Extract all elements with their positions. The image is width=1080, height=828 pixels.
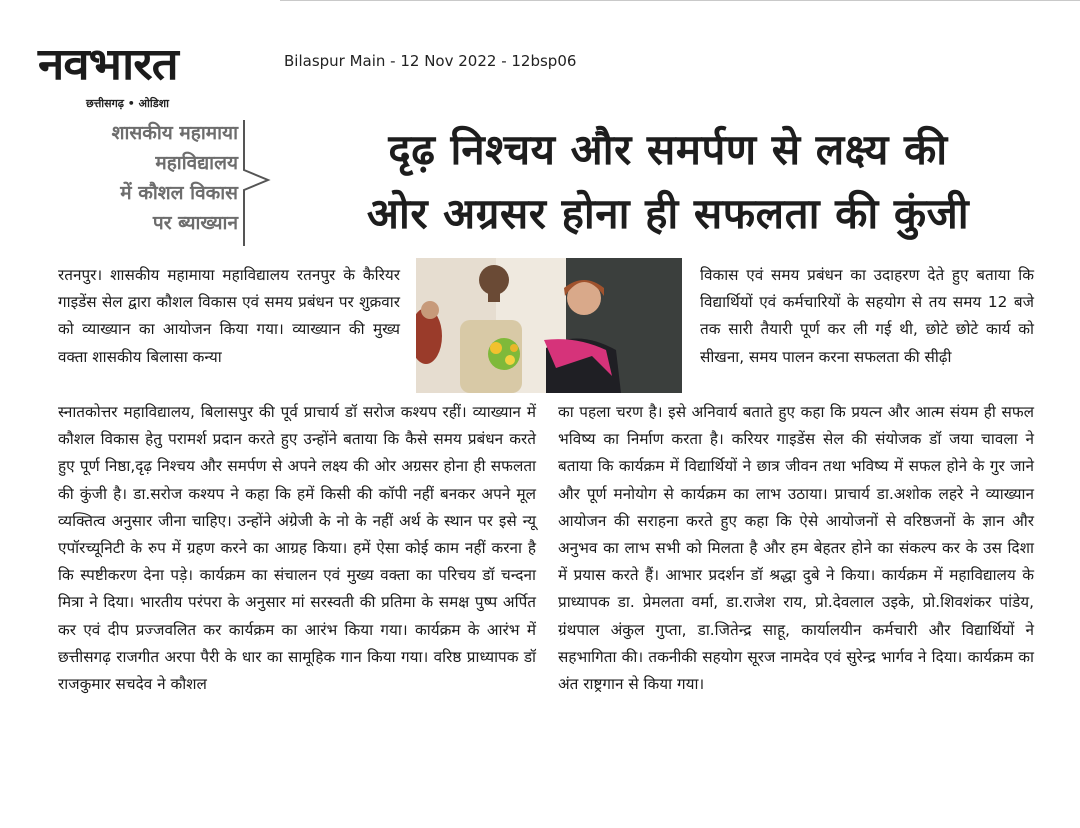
clipping-top-border <box>280 0 1080 5</box>
kicker-line: शासकीय महामाया <box>111 122 238 144</box>
edition-line: Bilaspur Main - 12 Nov 2022 - 12bsp06 <box>284 52 577 70</box>
kicker-line: महाविद्यालय <box>155 152 238 174</box>
event-photo <box>416 258 682 393</box>
article-text-left-top: रतनपुर। शासकीय महामाया महाविद्यालय रतनपुर के कैरियर गाइडेंस सेल द्वारा कौशल विकास एवं समय प्रबंधन पर शुक्रवार को व्याख्यान का आयोजन किया गया। व्याख्यान की मुख्य वक्ता शासकीय बिलासा कन्या <box>58 266 400 366</box>
kicker-line: पर ब्याख्यान <box>152 212 238 234</box>
masthead-regions: छत्तीसगढ़ • ओडिशा <box>86 97 169 110</box>
article-text-right-bottom: का पहला चरण है। इसे अनिवार्य बताते हुए कहा कि प्रयत्न और आत्म संयम ही सफल भविष्य का निर्माण करता है। करियर गाइडेंस सेल की संयोजक डॉ जया चावला ने बताया कि कार्यक्रम में विद्यार्थियों ने छात्र जीवन तथा भविष्य में सफल होने के गुर जाने और पूर्ण मनोयोग से कार्यक्रम का लाभ उठाया। प्राचार्य डा.अशोक लहरे ने व्याख्यान आयोजन की सराहना करते हुए कहा कि ऐसे आयोजनों से वरिष्ठजनों के ज्ञान और अनुभव का लाभ सभी को मिलता है और हम बेहतर होने का संकल्प कर के उस दिशा में प्रयास करते हैं। आभार प्रदर्शन डॉ श्रद्धा दुबे ने किया। कार्यक्रम में महाविद्यालय के प्राध्यापक डा. प्रेमलता वर्मा, डा.राजेश राय, प्रो.देवलाल उइके, प्रो.शिवशंकर पांडेय, ग्रंथपाल अंकुल गुप्ता, डा.जितेन्द्र साहू, कार्यालयीन कर्मचारी और विद्यार्थियों ने सहभागिता की। तकनीकी सहयोग सूरज नामदेव एवं सुरेन्द्र भार्गव ने दिया। कार्यक्रम का अंत राष्ट्रगान से किया गया। <box>558 403 1034 694</box>
article-text-left-bottom: स्नातकोत्तर महाविद्यालय, बिलासपुर की पूर्व प्राचार्य डॉ सरोज कश्यप रहीं। व्याख्यान में कौशल विकास हेतु परामर्श प्रदान करते हुए उन्होंने बताया कि कैसे समय प्रबंधन करते हुए पूर्ण निष्ठा,दृढ़ निश्चय और समर्पण से अपने लक्ष्य की ओर अग्रसर होना ही सफलता की कुंजी है। डा.सरोज कश्यप ने कहा कि हमें किसी की कॉपी नहीं बनकर अपने मूल व्यक्तित्व अनुसार जीना चाहिए। उन्होंने अंग्रेजी के नो के नहीं अर्थ के स्थान पर इसे न्यू एपॉरच्यूनिटी के रुप में ग्रहण करने का आग्रह किया। हमें ऐसा कोई काम नहीं करना है कि स्पष्टीकरण देना पड़े। कार्यक्रम का संचालन एवं मुख्य वक्ता का परिचय डॉ चन्दना मित्रा ने दिया। भारतीय परंपरा के अनुसार मां सरस्वती की प्रतिमा के समक्ष पुष्प अर्पित कर एवं दीप प्रज्जवलित कर कार्यक्रम का आरंभ किया गया। कार्यक्रम के आरंभ में छत्तीसगढ़ राजगीत अरपा पैरी के धार का सामूहिक गान किया गया। वरिष्ठ प्राध्यापक डॉ राजकुमार सचदेव ने कौशल <box>58 403 536 694</box>
kicker <box>40 118 238 246</box>
masthead <box>38 40 264 112</box>
article-text-right-top: विकास एवं समय प्रबंधन का उदाहरण देते हुए बताया कि विद्यार्थियों एवं कर्मचारियों के सहयोग से तय समय 12 बजे तक सारी तैयारी पूर्ण कर ली गई थी, छोटे छोटे कार्य को सीखना, समय पालन करना सफलता की सीढ़ी <box>700 266 1034 366</box>
headline-line: दृढ़ निश्चय और समर्पण से लक्ष्य की <box>388 125 948 174</box>
headline <box>268 118 1068 246</box>
kicker-line: में कौशल विकास <box>120 182 238 204</box>
event-photo-illustration <box>416 258 682 393</box>
newspaper-logo: नवभारत <box>38 39 178 90</box>
headline-line: ओर अग्रसर होना ही सफलता की कुंजी <box>366 189 970 238</box>
